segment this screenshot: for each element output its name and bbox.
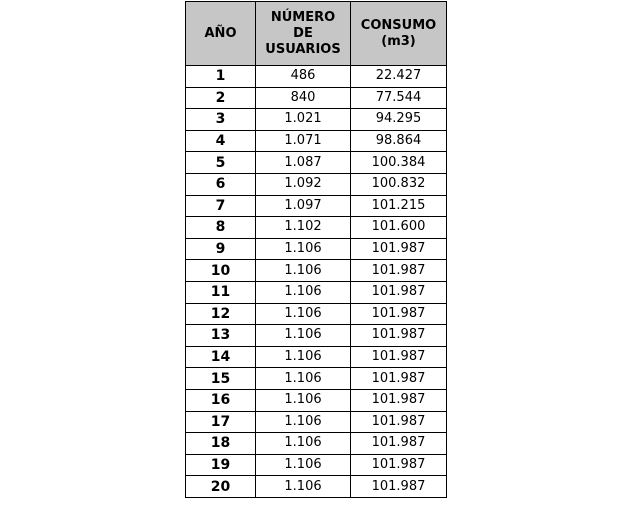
table-row xyxy=(186,346,447,368)
table-row xyxy=(186,217,447,239)
table-row xyxy=(186,173,447,195)
consumption-cell: 98.864 xyxy=(351,130,447,152)
consumption-cell: 100.832 xyxy=(351,173,447,195)
table-row xyxy=(186,152,447,174)
users-cell: 1.106 xyxy=(256,260,351,282)
consumption-cell: 101.987 xyxy=(351,368,447,390)
consumption-table xyxy=(185,1,447,498)
year-cell: 7 xyxy=(186,195,256,217)
header-users-line-2: DE xyxy=(293,25,313,41)
header-consumption-line-2: (m3) xyxy=(381,33,416,49)
users-cell: 840 xyxy=(256,87,351,109)
users-cell: 1.106 xyxy=(256,476,351,498)
consumption-cell: 101.987 xyxy=(351,389,447,411)
consumption-cell: 101.987 xyxy=(351,260,447,282)
users-cell: 1.106 xyxy=(256,389,351,411)
table-row xyxy=(186,389,447,411)
year-cell: 6 xyxy=(186,173,256,195)
year-cell: 17 xyxy=(186,411,256,433)
year-cell: 13 xyxy=(186,325,256,347)
header-users xyxy=(256,2,351,66)
consumption-cell: 101.987 xyxy=(351,346,447,368)
table-row xyxy=(186,476,447,498)
table-row xyxy=(186,433,447,455)
table-row xyxy=(186,454,447,476)
table-row xyxy=(186,325,447,347)
year-cell: 11 xyxy=(186,281,256,303)
consumption-cell: 101.987 xyxy=(351,238,447,260)
users-cell: 1.071 xyxy=(256,130,351,152)
table-row xyxy=(186,195,447,217)
table-row xyxy=(186,87,447,109)
table-row xyxy=(186,303,447,325)
consumption-cell: 101.987 xyxy=(351,325,447,347)
year-cell: 2 xyxy=(186,87,256,109)
consumption-cell: 101.987 xyxy=(351,476,447,498)
year-cell: 12 xyxy=(186,303,256,325)
year-cell: 4 xyxy=(186,130,256,152)
users-cell: 1.106 xyxy=(256,411,351,433)
users-cell: 1.106 xyxy=(256,303,351,325)
users-cell: 1.106 xyxy=(256,238,351,260)
users-cell: 1.106 xyxy=(256,368,351,390)
year-cell: 8 xyxy=(186,217,256,239)
users-cell: 486 xyxy=(256,66,351,88)
users-cell: 1.097 xyxy=(256,195,351,217)
table-row xyxy=(186,238,447,260)
table-body xyxy=(186,66,447,498)
year-cell: 18 xyxy=(186,433,256,455)
table-row xyxy=(186,109,447,131)
year-cell: 20 xyxy=(186,476,256,498)
users-cell: 1.092 xyxy=(256,173,351,195)
header-consumption-line-1: CONSUMO xyxy=(360,17,437,33)
table-header xyxy=(186,2,447,66)
consumption-cell: 101.215 xyxy=(351,195,447,217)
consumption-cell: 101.987 xyxy=(351,303,447,325)
consumption-cell: 22.427 xyxy=(351,66,447,88)
consumption-cell: 94.295 xyxy=(351,109,447,131)
header-consumption xyxy=(351,2,447,66)
header-users-line-1: NÚMERO xyxy=(270,9,336,25)
header-users-line-3: USUARIOS xyxy=(265,41,341,57)
consumption-cell: 101.987 xyxy=(351,454,447,476)
year-cell: 3 xyxy=(186,109,256,131)
consumption-cell: 101.600 xyxy=(351,217,447,239)
table-row xyxy=(186,411,447,433)
table-row xyxy=(186,260,447,282)
year-cell: 14 xyxy=(186,346,256,368)
consumption-cell: 101.987 xyxy=(351,281,447,303)
consumption-cell: 101.987 xyxy=(351,433,447,455)
header-row xyxy=(186,2,447,66)
users-cell: 1.087 xyxy=(256,152,351,174)
year-cell: 9 xyxy=(186,238,256,260)
year-cell: 16 xyxy=(186,389,256,411)
users-cell: 1.106 xyxy=(256,346,351,368)
year-cell: 10 xyxy=(186,260,256,282)
users-cell: 1.106 xyxy=(256,454,351,476)
year-cell: 1 xyxy=(186,66,256,88)
users-cell: 1.106 xyxy=(256,433,351,455)
users-cell: 1.106 xyxy=(256,325,351,347)
table-row xyxy=(186,281,447,303)
table-row xyxy=(186,66,447,88)
header-year xyxy=(186,2,256,66)
year-cell: 5 xyxy=(186,152,256,174)
table-row xyxy=(186,368,447,390)
consumption-cell: 101.987 xyxy=(351,411,447,433)
table-row xyxy=(186,130,447,152)
users-cell: 1.106 xyxy=(256,281,351,303)
header-year-label: AÑO xyxy=(204,25,237,41)
consumption-cell: 100.384 xyxy=(351,152,447,174)
users-cell: 1.021 xyxy=(256,109,351,131)
year-cell: 15 xyxy=(186,368,256,390)
consumption-cell: 77.544 xyxy=(351,87,447,109)
year-cell: 19 xyxy=(186,454,256,476)
users-cell: 1.102 xyxy=(256,217,351,239)
